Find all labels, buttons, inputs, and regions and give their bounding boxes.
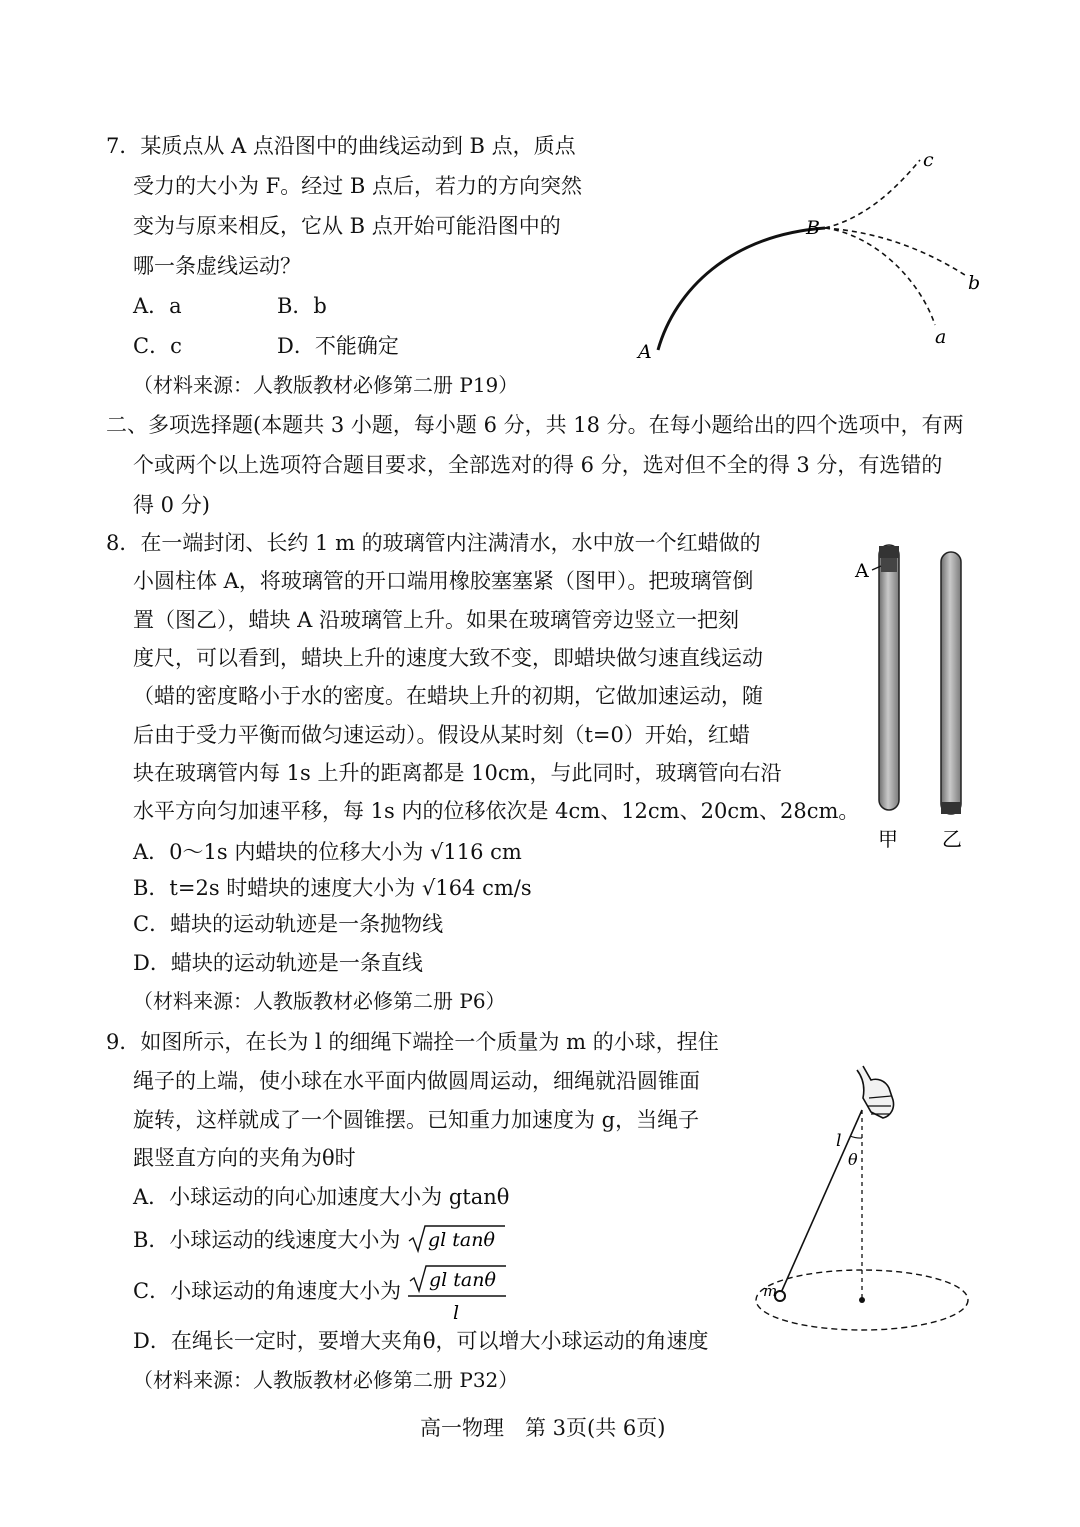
q8-label-jia: 甲 [878, 827, 898, 851]
q8-option-a: A．0～1s 内蜡块的位移大小为 √116 cm [133, 840, 522, 864]
q8-tube-jia [879, 545, 899, 810]
q9-orbit-center [859, 1297, 865, 1303]
q8-tube-jia-stopper [879, 546, 899, 558]
q7-dashed-path-b [825, 228, 965, 275]
q7-label-a: a [935, 326, 947, 348]
q7-label-b: b [968, 272, 981, 294]
q8-label-yi: 乙 [942, 827, 962, 851]
q7-label-B: B [806, 217, 820, 239]
q7-line-3: 变为与原来相反，它从 B 点开始可能沿图中的 [133, 214, 561, 238]
q8-option-d: D．蜡块的运动轨迹是一条直线 [133, 951, 423, 975]
q7-dashed-path-c [825, 160, 920, 228]
q9-line-3: 旋转，这样就成了一个圆锥摆。已知重力加速度为 g，当绳子 [133, 1108, 700, 1132]
q9-string [780, 1110, 862, 1295]
q7-option-d: D．不能确定 [277, 334, 399, 358]
section2-line-2: 个或两个以上选项符合题目要求，全部选对的得 6 分，选对但不全的得 3 分，有选错的 [133, 453, 943, 477]
q7-line-2: 受力的大小为 F。经过 B 点后，若力的方向突然 [133, 174, 583, 198]
q9-label-l: l [836, 1131, 842, 1151]
q9-label-m: m [763, 1282, 778, 1300]
q9-option-b-formula [407, 1223, 507, 1255]
q8-line-3: 置（图乙），蜡块 A 沿玻璃管上升。如果在玻璃管旁边竖立一把刻 [133, 608, 740, 632]
q7-source: （材料来源：人教版教材必修第二册 P19） [133, 373, 519, 397]
q9-option-c-text: C．小球运动的角速度大小为 [133, 1279, 402, 1303]
q9-option-b [133, 1223, 507, 1255]
q7-solid-curve [658, 228, 825, 350]
q7-option-c: C．c [133, 334, 182, 358]
q8-line-8: 水平方向匀加速平移，每 1s 内的位移依次是 4cm、12cm、20cm、28cm。 [133, 799, 860, 823]
q9-option-b-text: B．小球运动的线速度大小为 [133, 1228, 401, 1252]
q8-glass-tube-figure [850, 540, 1000, 860]
page-footer: 高一物理 第 3页(共 6页) [420, 1416, 666, 1440]
section2-line-3: 得 0 分) [133, 493, 210, 517]
q9-option-c [133, 1260, 508, 1324]
q7-dashed-path-a [825, 228, 935, 325]
q7-trajectory-figure [620, 140, 1000, 370]
q7-line-1: 7．某质点从 A 点沿图中的曲线运动到 B 点，质点 [106, 134, 576, 158]
q8-line-2: 小圆柱体 A，将玻璃管的开口端用橡胶塞塞紧（图甲）。把玻璃管倒 [133, 569, 754, 593]
q7-label-A: A [638, 341, 652, 363]
q9-label-theta: θ [848, 1150, 858, 1169]
q8-line-7: 块在玻璃管内每 1s 上升的距离都是 10cm，与此同时，玻璃管向右沿 [133, 761, 782, 785]
q8-source: （材料来源：人教版教材必修第二册 P6） [133, 989, 506, 1013]
q8-wax-block [881, 558, 897, 572]
q9-line-4: 跟竖直方向的夹角为θ时 [133, 1146, 356, 1170]
q8-label-A: A [855, 560, 869, 582]
section2-line-1: 二、多项选择题(本题共 3 小题，每小题 6 分，共 18 分。在每小题给出的四个选项中，有两 [106, 413, 964, 437]
q8-option-c: C．蜡块的运动轨迹是一条抛物线 [133, 912, 444, 936]
q9-option-c-denominator: l [452, 1302, 459, 1324]
q9-option-b-radicand: gl tanθ [428, 1229, 496, 1251]
q9-option-d: D．在绳长一定时，要增大夹角θ，可以增大小球运动的角速度 [133, 1329, 709, 1353]
q7-option-b: B．b [277, 294, 327, 318]
q8-line-6: 后由于受力平衡而做匀速运动）。假设从某时刻（t=0）开始，红蜡 [133, 723, 750, 747]
q8-line-1: 8．在一端封闭、长约 1 m 的玻璃管内注满清水，水中放一个红蜡做的 [106, 531, 761, 555]
q8-line-5: （蜡的密度略小于水的密度。在蜡块上升的初期，它做加速运动，随 [133, 684, 763, 708]
q7-label-c: c [923, 149, 934, 171]
q8-line-4: 度尺，可以看到，蜡块上升的速度大致不变，即蜡块做匀速直线运动 [133, 646, 763, 670]
q9-option-a: A．小球运动的向心加速度大小为 gtanθ [133, 1185, 510, 1209]
q9-line-1: 9．如图所示，在长为 l 的细绳下端拴一个质量为 m 的小球，捏住 [106, 1030, 719, 1054]
q9-source: （材料来源：人教版教材必修第二册 P32） [133, 1368, 519, 1392]
q9-option-c-radicand: gl tanθ [428, 1269, 496, 1291]
q7-line-4: 哪一条虚线运动？ [133, 254, 301, 278]
q8-tube-yi [941, 552, 961, 814]
q8-option-b: B．t=2s 时蜡块的速度大小为 √164 cm/s [133, 876, 532, 900]
q9-conical-pendulum-figure [745, 1060, 975, 1350]
q9-line-2: 绳子的上端，使小球在水平面内做圆周运动，细绳就沿圆锥面 [133, 1069, 700, 1093]
q9-option-c-formula [408, 1264, 508, 1328]
q7-option-a: A．a [133, 294, 182, 318]
q8-tube-yi-stopper [941, 802, 961, 814]
